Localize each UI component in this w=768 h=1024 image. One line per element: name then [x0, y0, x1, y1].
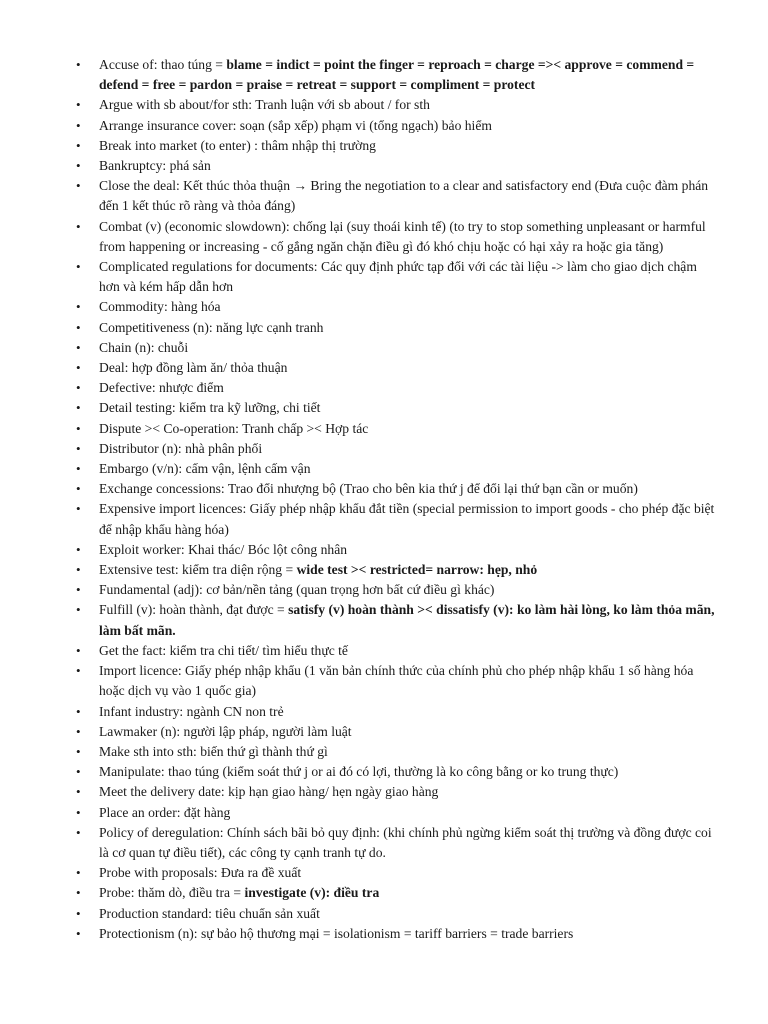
- entry-text: Accuse of: thao túng =: [99, 57, 227, 72]
- entry-text: Make sth into sth: biến thứ gì thành thứ gì: [99, 743, 328, 759]
- entry-text: Exploit worker: Khai thác/ Bóc lột công nhân: [99, 541, 348, 557]
- entry-text: Protectionism (n): sự bảo hộ thương mại = isolationism = tariff barriers = trade barriers: [99, 925, 574, 941]
- entry-text: Combat (v) (economic slowdown): chống lại (suy thoái kinh tế) (to try to stop something unpleasant or harmful from happening or increasing - cố gắng ngăn chặn điều gì đó khó chịu hoặc có hại xảy ra hoặc gia tăng): [99, 218, 706, 254]
- bullet-icon: •: [76, 461, 81, 477]
- entry-text: Expensive import licences: Giấy phép nhập khẩu đắt tiền (special permission to import goods - cho phép đặc biệt để nhập khẩu hàng hóa): [99, 501, 715, 537]
- list-item: [0, 702, 768, 722]
- bullet-icon: •: [76, 299, 81, 315]
- bullet-icon: •: [76, 723, 81, 739]
- bullet-icon: •: [76, 925, 81, 941]
- entry-text: Break into market (to enter) : thâm nhập thị trường: [99, 137, 376, 153]
- list-item: [0, 398, 768, 418]
- bullet-icon: •: [76, 743, 81, 759]
- list-item: [0, 823, 768, 863]
- entry-text: Argue with sb about/for sth: Tranh luận với sb about / for sth: [99, 97, 430, 113]
- bullet-icon: •: [76, 440, 81, 456]
- bullet-icon: •: [76, 824, 81, 840]
- list-item: [0, 55, 768, 95]
- list-item: [0, 863, 768, 883]
- bullet-icon: •: [76, 905, 81, 921]
- entry-text: Fundamental (adj): cơ bản/nền tảng (quan trọng hơn bất cứ điều gì khác): [99, 582, 495, 598]
- list-item: [0, 479, 768, 499]
- list-item: [0, 803, 768, 823]
- list-item: [0, 661, 768, 701]
- entry-text: Detail testing: kiểm tra kỹ lưỡng, chi tiết: [99, 400, 321, 416]
- bullet-icon: •: [76, 703, 81, 719]
- bullet-icon: •: [76, 481, 81, 497]
- entry-text: Dispute >< Co-operation: Tranh chấp >< Hợp tác: [99, 420, 369, 436]
- entry-text: Import licence: Giấy phép nhập khẩu (1 văn bản chính thức của chính phủ cho phép nhập khẩu 1 số hàng hóa hoặc dịch vụ vào 1 quốc gia): [99, 663, 694, 699]
- bullet-icon: •: [76, 764, 81, 780]
- list-item: [0, 318, 768, 338]
- bullet-icon: •: [76, 663, 81, 679]
- bullet-icon: •: [76, 158, 81, 174]
- list-item: [0, 762, 768, 782]
- bullet-icon: •: [76, 137, 81, 153]
- entry-text: Close the deal: Kết thúc thỏa thuận → Bring the negotiation to a clear and satisfactory end (Đưa cuộc đàm phán đến 1 kết thúc rõ ràng và thỏa đáng): [99, 178, 709, 214]
- entry-text: Distributor (n): nhà phân phối: [99, 440, 263, 456]
- list-item: [0, 924, 768, 944]
- list-item: [0, 358, 768, 378]
- list-item: [0, 378, 768, 398]
- list-item: [0, 883, 768, 903]
- list-item: [0, 439, 768, 459]
- list-item: [0, 580, 768, 600]
- entry-text: Defective: nhược điểm: [99, 380, 224, 396]
- bullet-icon: •: [76, 319, 81, 335]
- entry-text: Deal: hợp đồng làm ăn/ thỏa thuận: [99, 360, 288, 376]
- bullet-icon: •: [76, 602, 81, 618]
- bullet-icon: •: [76, 541, 81, 557]
- list-item: [0, 338, 768, 358]
- bullet-icon: •: [76, 360, 81, 376]
- list-item: [0, 499, 768, 539]
- bullet-icon: •: [76, 642, 81, 658]
- list-item: [0, 136, 768, 156]
- bullet-icon: •: [76, 784, 81, 800]
- entry-text: Get the fact: kiểm tra chi tiết/ tìm hiểu thực tế: [99, 642, 348, 658]
- entry-text: Policy of deregulation: Chính sách bãi bỏ quy định: (khi chính phủ ngừng kiểm soát thị trường và đồng được coi là cơ quan tự điều tiết), các công ty cạnh tranh tự do.: [99, 824, 712, 860]
- bullet-icon: •: [76, 339, 81, 355]
- entry-bold-text: wide test >< restricted= narrow: hẹp, nhỏ: [296, 562, 538, 578]
- bullet-icon: •: [76, 400, 81, 416]
- list-item: [0, 95, 768, 115]
- bullet-icon: •: [76, 97, 81, 113]
- bullet-icon: •: [76, 117, 81, 133]
- entry-text: Production standard: tiêu chuẩn sản xuất: [99, 905, 320, 921]
- list-item: [0, 904, 768, 924]
- list-item: [0, 419, 768, 439]
- list-item: [0, 176, 768, 216]
- entry-text: Competitiveness (n): năng lực cạnh tranh: [99, 319, 324, 335]
- list-item: [0, 257, 768, 297]
- bullet-icon: •: [76, 57, 81, 72]
- bullet-icon: •: [76, 582, 81, 598]
- list-item: [0, 782, 768, 802]
- entry-text: Embargo (v/n): cấm vận, lệnh cấm vận: [99, 461, 311, 477]
- bullet-icon: •: [76, 885, 81, 901]
- list-item: [0, 742, 768, 762]
- bullet-icon: •: [76, 865, 81, 881]
- entry-text: Lawmaker (n): người lập pháp, người làm luật: [99, 723, 352, 739]
- list-item: [0, 217, 768, 257]
- entry-bold-text: satisfy (v) hoàn thành >< dissatisfy (v): ko làm hài lòng, ko làm thỏa mãn, làm bất mãn.: [99, 602, 715, 638]
- bullet-icon: •: [76, 501, 81, 517]
- entry-text: Chain (n): chuỗi: [99, 339, 189, 355]
- list-item: [0, 116, 768, 136]
- bullet-icon: •: [76, 178, 81, 194]
- bullet-icon: •: [76, 804, 81, 820]
- entry-text: Probe with proposals: Đưa ra đề xuất: [99, 865, 302, 881]
- list-item: [0, 600, 768, 640]
- bullet-icon: •: [76, 218, 81, 234]
- entry-text: Infant industry: ngành CN non trẻ: [99, 703, 284, 719]
- entry-text: Fulfill (v): hoàn thành, đạt được =: [99, 602, 289, 618]
- entry-bold-text: blame = indict = point the finger = reproach = charge =>< approve = commend = defend = free = pardon = praise = retreat = support = compliment = protect: [99, 57, 695, 93]
- list-item: [0, 560, 768, 580]
- entry-bold-text: investigate (v): điều tra: [244, 885, 380, 901]
- entry-text: Arrange insurance cover: soạn (sắp xếp) phạm vi (tổng ngạch) bảo hiểm: [99, 117, 492, 133]
- entry-text: Exchange concessions: Trao đổi nhượng bộ (Trao cho bên kia thứ j để đổi lại thứ bạn cần or muốn): [99, 481, 638, 497]
- entry-text: Place an order: đặt hàng: [99, 804, 231, 820]
- list-item: [0, 641, 768, 661]
- bullet-icon: •: [76, 380, 81, 396]
- entry-text: Meet the delivery date: kịp hạn giao hàng/ hẹn ngày giao hàng: [99, 784, 439, 800]
- vocabulary-list: [0, 55, 768, 944]
- bullet-icon: •: [76, 420, 81, 436]
- list-item: [0, 540, 768, 560]
- list-item: [0, 297, 768, 317]
- list-item: [0, 459, 768, 479]
- entry-text: Probe: thăm dò, điều tra =: [99, 885, 245, 901]
- list-item: [0, 156, 768, 176]
- entry-text: Complicated regulations for documents: Các quy định phức tạp đối với các tài liệu -> làm cho giao dịch chậm hơn và kém hấp dẫn hơn: [99, 259, 697, 295]
- list-item: [0, 722, 768, 742]
- bullet-icon: •: [76, 562, 81, 578]
- bullet-icon: •: [76, 259, 81, 275]
- entry-text: Bankruptcy: phá sản: [99, 158, 211, 174]
- entry-text: Manipulate: thao túng (kiểm soát thứ j or ai đó có lợi, thường là ko công bằng or ko trung thực): [99, 764, 619, 780]
- entry-text: Extensive test: kiểm tra diện rộng =: [99, 562, 297, 578]
- entry-text: Commodity: hàng hóa: [99, 299, 221, 315]
